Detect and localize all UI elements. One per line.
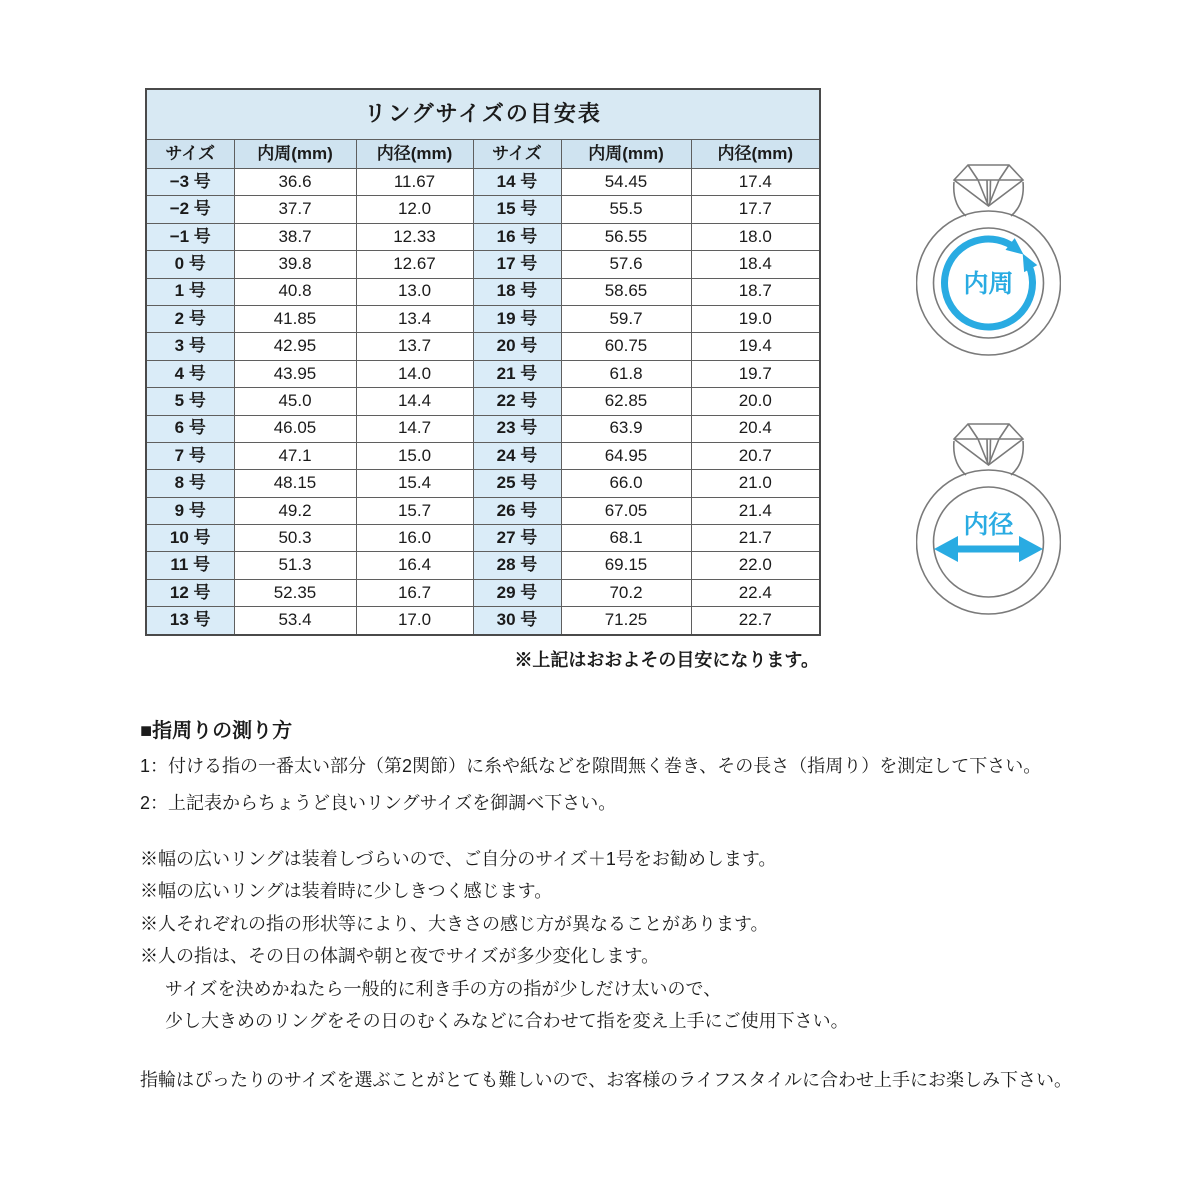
footer-message: 指輪はぴったりのサイズを選ぶことがとても難しいので、お客様のライフスタイルに合わせ上手にお楽しみ下さい。 [140, 1070, 1073, 1090]
value-cell: 12.33 [356, 223, 473, 250]
col-header-diameter-1: 内径(mm) [356, 140, 473, 169]
table-row [146, 169, 820, 196]
size-cell: 7 号 [146, 442, 234, 469]
value-cell: 62.85 [561, 388, 691, 415]
size-cell: 18 号 [473, 278, 561, 305]
value-cell: 12.67 [356, 251, 473, 278]
value-cell: 18.7 [691, 278, 820, 305]
value-cell: 66.0 [561, 470, 691, 497]
value-cell: 21.4 [691, 497, 820, 524]
value-cell: 13.4 [356, 305, 473, 332]
table-row [146, 196, 820, 223]
value-cell: 54.45 [561, 169, 691, 196]
col-header-size-2: サイズ [473, 140, 561, 169]
size-cell: 30 号 [473, 607, 561, 635]
inner-diameter-label: 内径 [963, 511, 1014, 539]
howto-step-2: 2：上記表からちょうど良いリングサイズを御調べ下さい。 [140, 793, 617, 813]
table-row [146, 470, 820, 497]
value-cell: 68.1 [561, 525, 691, 552]
table-title: リングサイズの目安表 [146, 89, 820, 140]
howto-step-1: 1：付ける指の一番太い部分（第2関節）に糸や紙などを隙間無く巻き、その長さ（指周り）を測定して下さい。 [140, 756, 1042, 776]
size-cell: 6 号 [146, 415, 234, 442]
table-row [146, 525, 820, 552]
value-cell: 58.65 [561, 278, 691, 305]
value-cell: 21.0 [691, 470, 820, 497]
value-cell: 15.4 [356, 470, 473, 497]
value-cell: 36.6 [234, 169, 356, 196]
howto-steps [140, 748, 1041, 822]
size-cell: 0 号 [146, 251, 234, 278]
value-cell: 39.8 [234, 251, 356, 278]
value-cell: 16.7 [356, 579, 473, 606]
value-cell: 12.0 [356, 196, 473, 223]
table-row [146, 552, 820, 579]
size-cell: 13 号 [146, 607, 234, 635]
value-cell: 22.0 [691, 552, 820, 579]
value-cell: 38.7 [234, 223, 356, 250]
value-cell: 17.7 [691, 196, 820, 223]
size-cell: 20 号 [473, 333, 561, 360]
size-cell: −2 号 [146, 196, 234, 223]
value-cell: 52.35 [234, 579, 356, 606]
value-cell: 48.15 [234, 470, 356, 497]
value-cell: 15.0 [356, 442, 473, 469]
size-cell: 15 号 [473, 196, 561, 223]
size-cell: 19 号 [473, 305, 561, 332]
note-line: ※人それぞれの指の形状等により、大きさの感じ方が異なることがあります。 [140, 913, 769, 934]
value-cell: 19.4 [691, 333, 820, 360]
value-cell: 11.67 [356, 169, 473, 196]
size-cell: 29 号 [473, 579, 561, 606]
value-cell: 19.0 [691, 305, 820, 332]
value-cell: 13.7 [356, 333, 473, 360]
value-cell: 20.4 [691, 415, 820, 442]
size-cell: 12 号 [146, 579, 234, 606]
caution-notes [140, 843, 849, 1037]
value-cell: 20.0 [691, 388, 820, 415]
col-header-diameter-2: 内径(mm) [691, 140, 820, 169]
value-cell: 71.25 [561, 607, 691, 635]
table-row [146, 223, 820, 250]
value-cell: 47.1 [234, 442, 356, 469]
value-cell: 60.75 [561, 333, 691, 360]
table-row [146, 305, 820, 332]
size-cell: 9 号 [146, 497, 234, 524]
size-cell: 24 号 [473, 442, 561, 469]
size-cell: 27 号 [473, 525, 561, 552]
table-row [146, 388, 820, 415]
size-cell: 10 号 [146, 525, 234, 552]
value-cell: 18.0 [691, 223, 820, 250]
value-cell: 41.85 [234, 305, 356, 332]
size-cell: −3 号 [146, 169, 234, 196]
size-cell: 14 号 [473, 169, 561, 196]
col-header-circumference-2: 内周(mm) [561, 140, 691, 169]
inner-circumference-diagram [916, 162, 1061, 362]
ring-size-table [145, 88, 821, 636]
value-cell: 14.7 [356, 415, 473, 442]
value-cell: 53.4 [234, 607, 356, 635]
note-line: ※幅の広いリングは装着時に少しきつく感じます。 [140, 881, 553, 902]
size-cell: 26 号 [473, 497, 561, 524]
inner-circumference-label: 内周 [963, 270, 1014, 298]
value-cell: 63.9 [561, 415, 691, 442]
value-cell: 22.4 [691, 579, 820, 606]
size-cell: 16 号 [473, 223, 561, 250]
col-header-circumference-1: 内周(mm) [234, 140, 356, 169]
table-body [146, 169, 820, 635]
size-cell: 5 号 [146, 388, 234, 415]
value-cell: 22.7 [691, 607, 820, 635]
table-row [146, 607, 820, 635]
value-cell: 70.2 [561, 579, 691, 606]
size-cell: −1 号 [146, 223, 234, 250]
size-cell: 23 号 [473, 415, 561, 442]
value-cell: 14.4 [356, 388, 473, 415]
table-header-row [146, 140, 820, 169]
size-cell: 4 号 [146, 360, 234, 387]
size-cell: 25 号 [473, 470, 561, 497]
value-cell: 17.0 [356, 607, 473, 635]
value-cell: 49.2 [234, 497, 356, 524]
table-row [146, 360, 820, 387]
value-cell: 69.15 [561, 552, 691, 579]
value-cell: 17.4 [691, 169, 820, 196]
note-line: ※幅の広いリングは装着しづらいので、ご自分のサイズ＋1号をお勧めします。 [140, 849, 777, 869]
col-header-size-1: サイズ [146, 140, 234, 169]
value-cell: 51.3 [234, 552, 356, 579]
table-note: ※上記はおおよその目安になります。 [514, 650, 819, 670]
value-cell: 40.8 [234, 278, 356, 305]
value-cell: 13.0 [356, 278, 473, 305]
howto-heading: ■指周りの測り方 [140, 720, 293, 742]
value-cell: 56.55 [561, 223, 691, 250]
value-cell: 16.0 [356, 525, 473, 552]
value-cell: 18.4 [691, 251, 820, 278]
value-cell: 15.7 [356, 497, 473, 524]
value-cell: 43.95 [234, 360, 356, 387]
size-cell: 1 号 [146, 278, 234, 305]
value-cell: 14.0 [356, 360, 473, 387]
value-cell: 46.05 [234, 415, 356, 442]
value-cell: 16.4 [356, 552, 473, 579]
size-cell: 3 号 [146, 333, 234, 360]
value-cell: 61.8 [561, 360, 691, 387]
value-cell: 37.7 [234, 196, 356, 223]
ring-size-table-wrap [145, 88, 819, 636]
value-cell: 55.5 [561, 196, 691, 223]
size-cell: 21 号 [473, 360, 561, 387]
size-cell: 28 号 [473, 552, 561, 579]
value-cell: 57.6 [561, 251, 691, 278]
note-line: ※人の指は、その日の体調や朝と夜でサイズが多少変化します。 [140, 946, 660, 967]
table-row [146, 442, 820, 469]
note-line: 少し大きめのリングをその日のむくみなどに合わせて指を変え上手にご使用下さい。 [165, 1011, 849, 1032]
value-cell: 50.3 [234, 525, 356, 552]
size-cell: 17 号 [473, 251, 561, 278]
table-title-row [146, 89, 820, 140]
table-row [146, 415, 820, 442]
value-cell: 59.7 [561, 305, 691, 332]
table-row [146, 497, 820, 524]
table-row [146, 251, 820, 278]
value-cell: 64.95 [561, 442, 691, 469]
value-cell: 42.95 [234, 333, 356, 360]
table-row [146, 278, 820, 305]
inner-diameter-diagram [916, 421, 1061, 621]
value-cell: 45.0 [234, 388, 356, 415]
size-cell: 11 号 [146, 552, 234, 579]
table-row [146, 579, 820, 606]
table-row [146, 333, 820, 360]
size-cell: 22 号 [473, 388, 561, 415]
size-cell: 8 号 [146, 470, 234, 497]
note-line: サイズを決めかねたら一般的に利き手の方の指が少しだけ太いので、 [165, 978, 722, 999]
value-cell: 21.7 [691, 525, 820, 552]
size-cell: 2 号 [146, 305, 234, 332]
value-cell: 20.7 [691, 442, 820, 469]
value-cell: 19.7 [691, 360, 820, 387]
value-cell: 67.05 [561, 497, 691, 524]
